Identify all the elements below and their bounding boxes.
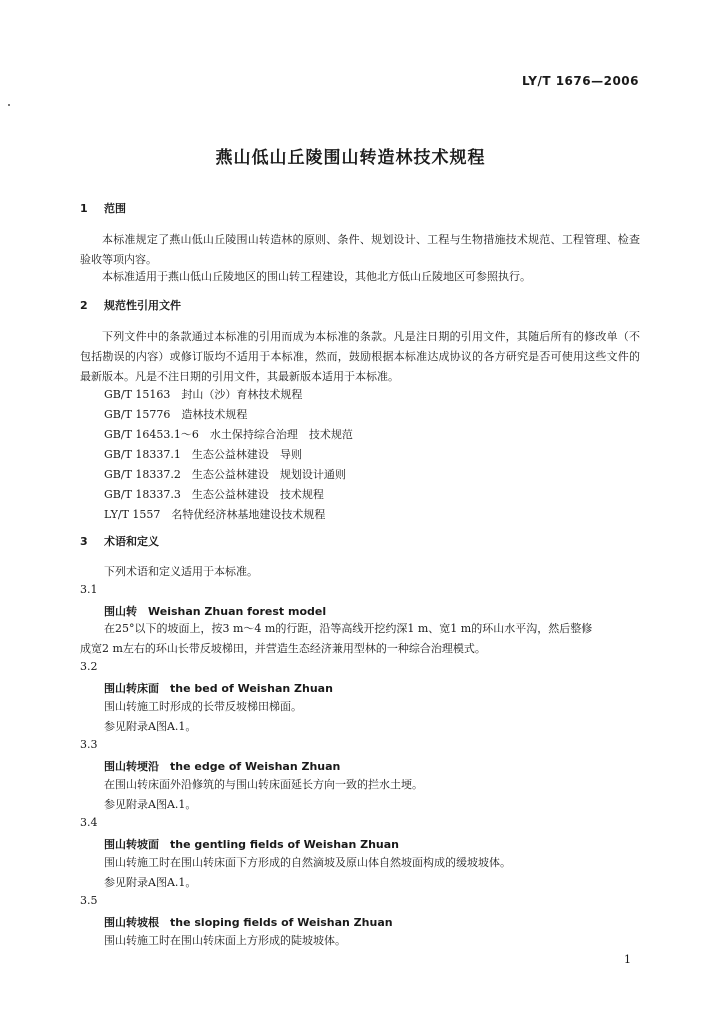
page-number: 1 bbox=[624, 953, 631, 966]
reference-item: GB/T 18337.1 生态公益林建设 导则 bbox=[104, 448, 302, 461]
term-definition-line: 围山转施工时在围山转床面下方形成的自然滴坡及原山体自然坡面构成的缓坡坡体。 bbox=[104, 856, 511, 869]
term-text: 围山转坡根 the sloping fields of Weishan Zhuan bbox=[104, 916, 393, 929]
term-heading bbox=[104, 836, 399, 852]
reference-item: GB/T 15776 造林技术规程 bbox=[104, 408, 248, 421]
reference-item: GB/T 15163 封山（沙）育林技术规程 bbox=[104, 388, 303, 401]
standard-code: LY/T 1676—2006 bbox=[521, 74, 639, 88]
page-title: 燕山低山丘陵围山转造林技术规程 bbox=[215, 148, 486, 168]
term-definition-line: 在围山转床面外沿修筑的与围山转床面延长方向一致的拦水土埂。 bbox=[104, 778, 423, 791]
term-text: 围山转 Weishan Zhuan forest model bbox=[104, 605, 327, 618]
section-1-paragraph-2: 本标准适用于燕山低山丘陵地区的围山转工程建设，其他北方低山丘陵地区可参照执行。 bbox=[102, 270, 531, 283]
clause-number: 3.2 bbox=[80, 660, 98, 673]
clause-number: 3.1 bbox=[80, 583, 98, 596]
term-definition-line: 成宽2 m左右的环山长带反坡梯田，并营造生态经济兼用型林的一种综合治理模式。 bbox=[80, 642, 486, 655]
section-title: 规范性引用文件 bbox=[104, 299, 181, 312]
term-definition-line: 在25°以下的坡面上，按3 m～4 m的行距，沿等高线开挖约深1 m、宽1 m的环山水平沟，然后整修 bbox=[104, 622, 593, 635]
section-3-heading bbox=[80, 533, 159, 549]
section-number: 2 bbox=[80, 299, 88, 312]
term-text: 围山转埂沿 the edge of Weishan Zhuan bbox=[104, 760, 341, 773]
section-1-heading bbox=[80, 200, 126, 216]
section-1-paragraph-1: 本标准规定了燕山低山丘陵围山转造林的原则、条件、规划设计、工程与生物措施技术规范、工程管理、检查验收等项内容。 bbox=[80, 233, 640, 266]
reference-item: GB/T 18337.2 生态公益林建设 规划设计通则 bbox=[104, 468, 346, 481]
clause-number: 3.4 bbox=[80, 816, 98, 829]
section-number: 3 bbox=[80, 535, 88, 548]
clause-number: 3.5 bbox=[80, 894, 98, 907]
term-note: 参见附录A图A.1。 bbox=[104, 876, 197, 889]
scan-speck bbox=[8, 104, 10, 106]
section-2-heading bbox=[80, 297, 181, 313]
clause-number: 3.3 bbox=[80, 738, 98, 751]
term-heading bbox=[104, 603, 326, 619]
term-heading bbox=[104, 914, 393, 930]
term-note: 参见附录A图A.1。 bbox=[104, 798, 197, 811]
section-title: 范围 bbox=[104, 202, 126, 215]
reference-item: LY/T 1557 名特优经济林基地建设技术规程 bbox=[104, 508, 326, 521]
term-text: 围山转床面 the bed of Weishan Zhuan bbox=[104, 682, 333, 695]
section-number: 1 bbox=[80, 202, 88, 215]
term-note: 参见附录A图A.1。 bbox=[104, 720, 197, 733]
section-title: 术语和定义 bbox=[104, 535, 159, 548]
term-heading bbox=[104, 758, 340, 774]
section-2-paragraph: 下列文件中的条款通过本标准的引用而成为本标准的条款。凡是注日期的引用文件，其随后所有的修改单（不包括勘误的内容）或修订版均不适用于本标准，然而，鼓励根据本标准达成协议的各方研究是否可使用这些文件的最新版本。凡是不注日期的引用文件，其最新版本适用于本标准。 bbox=[80, 330, 640, 383]
section-3-intro: 下列术语和定义适用于本标准。 bbox=[104, 565, 258, 578]
reference-item: GB/T 18337.3 生态公益林建设 技术规程 bbox=[104, 488, 324, 501]
term-text: 围山转坡面 the gentling fields of Weishan Zhuan bbox=[104, 838, 400, 851]
reference-item: GB/T 16453.1～6 水土保持综合治理 技术规范 bbox=[104, 428, 353, 441]
term-definition-line: 围山转施工时形成的长带反坡梯田梯面。 bbox=[104, 700, 302, 713]
term-heading bbox=[104, 680, 333, 696]
term-definition-line: 围山转施工时在围山转床面上方形成的陡坡坡体。 bbox=[104, 934, 346, 947]
